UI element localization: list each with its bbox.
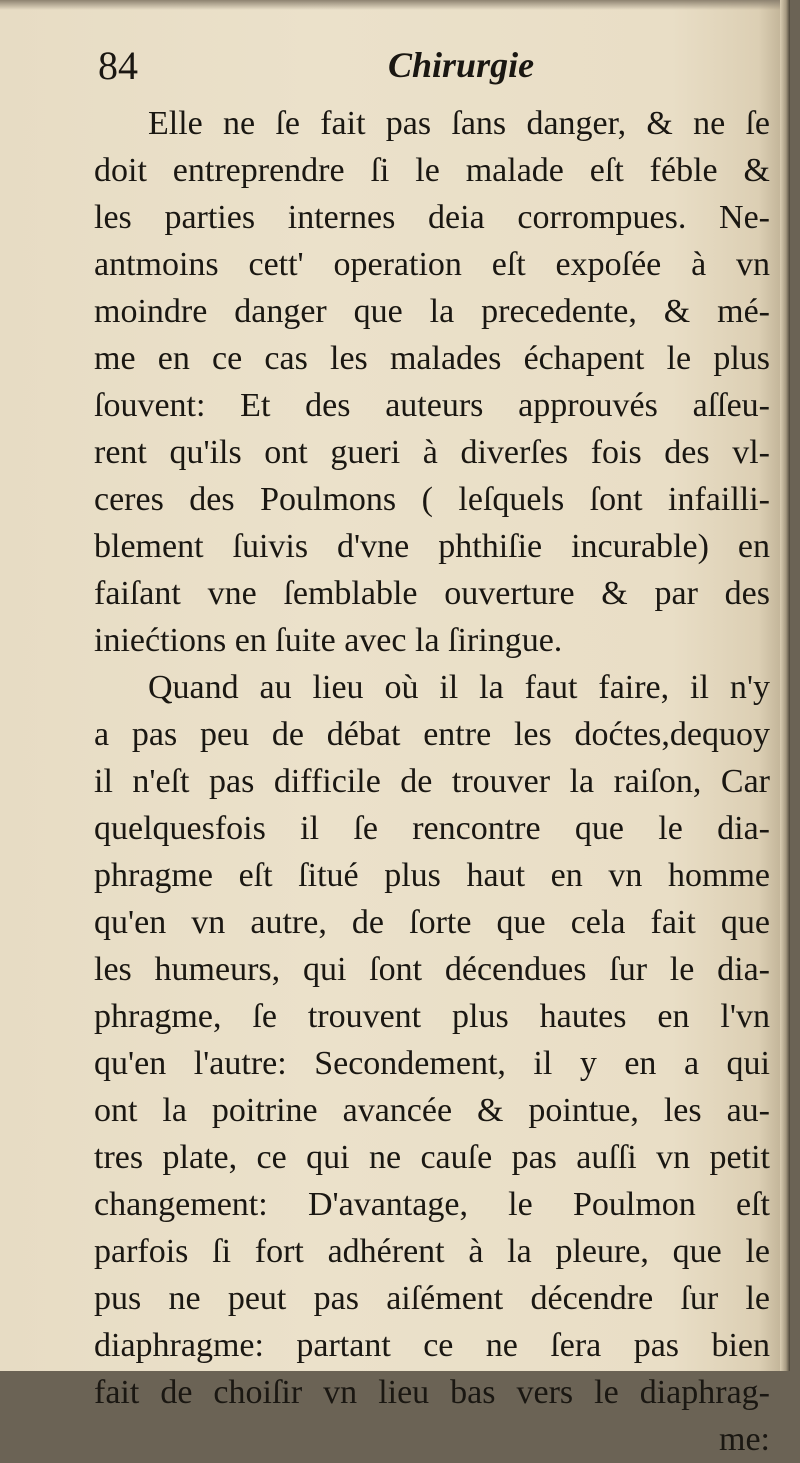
body-text bbox=[94, 100, 770, 1463]
running-title: Chirurgie bbox=[388, 45, 535, 85]
text-line: blement ſuivis d'vne phthiſie incurable) en bbox=[94, 528, 770, 565]
text-line: Elle ne ſe fait pas ſans danger, & ne ſe bbox=[148, 105, 770, 142]
text-line: phragme, ſe trouvent plus hautes en l'vn bbox=[94, 998, 770, 1035]
catchword: me: bbox=[719, 1421, 770, 1458]
text-line: rent qu'ils ont gueri à diverſes fois des vl- bbox=[94, 434, 770, 471]
text-line: diaphragme: partant ce ne ſera pas bien bbox=[94, 1327, 770, 1364]
text-line: ſouvent: Et des auteurs approuvés aſſeu- bbox=[94, 387, 770, 424]
text-line: me en ce cas les malades échapent le plus bbox=[94, 340, 770, 377]
text-line: antmoins cett' operation eſt expoſée à vn bbox=[94, 246, 770, 283]
text-line: qu'en l'autre: Secondement, il y en a qui bbox=[94, 1045, 770, 1082]
page-number: 84 bbox=[98, 43, 138, 88]
text-line: qu'en vn autre, de ſorte que cela fait que bbox=[94, 904, 770, 941]
text-line: les parties internes deia corrompues. Ne- bbox=[94, 199, 770, 236]
page-header bbox=[98, 42, 768, 94]
text-line: fait de choiſir vn lieu bas vers le diaphrag- bbox=[94, 1374, 770, 1411]
text-line: il n'eſt pas difficile de trouver la raiſon, Car bbox=[94, 763, 770, 800]
text-line: ont la poitrine avancée & pointue, les au- bbox=[94, 1092, 770, 1129]
text-line: moindre danger que la precedente, & mé- bbox=[94, 293, 770, 330]
text-line: ceres des Poulmons ( leſquels ſont infailli- bbox=[94, 481, 770, 518]
text-line: tres plate, ce qui ne cauſe pas auſſi vn petit bbox=[94, 1139, 770, 1176]
text-line: quelquesfois il ſe rencontre que le dia- bbox=[94, 810, 770, 847]
text-line: iniećtions en ſuite avec la ſiringue. bbox=[94, 622, 563, 659]
text-line: Quand au lieu où il la faut faire, il n'y bbox=[148, 669, 770, 706]
text-line: pus ne peut pas aiſément décendre ſur le bbox=[94, 1280, 770, 1317]
text-line: doit entreprendre ſi le malade eſt féble & bbox=[94, 152, 770, 189]
text-line: changement: D'avantage, le Poulmon eſt bbox=[94, 1186, 770, 1223]
page-edge bbox=[780, 0, 790, 1371]
text-line: faiſant vne ſemblable ouverture & par des bbox=[94, 575, 770, 612]
text-line: parfois ſi fort adhérent à la pleure, que le bbox=[94, 1233, 770, 1270]
text-line: phragme eſt ſitué plus haut en vn homme bbox=[94, 857, 770, 894]
text-line: les humeurs, qui ſont décendues ſur le dia- bbox=[94, 951, 770, 988]
text-line: a pas peu de débat entre les doćtes,dequoy bbox=[94, 716, 770, 753]
page-top-shadow bbox=[0, 0, 790, 10]
